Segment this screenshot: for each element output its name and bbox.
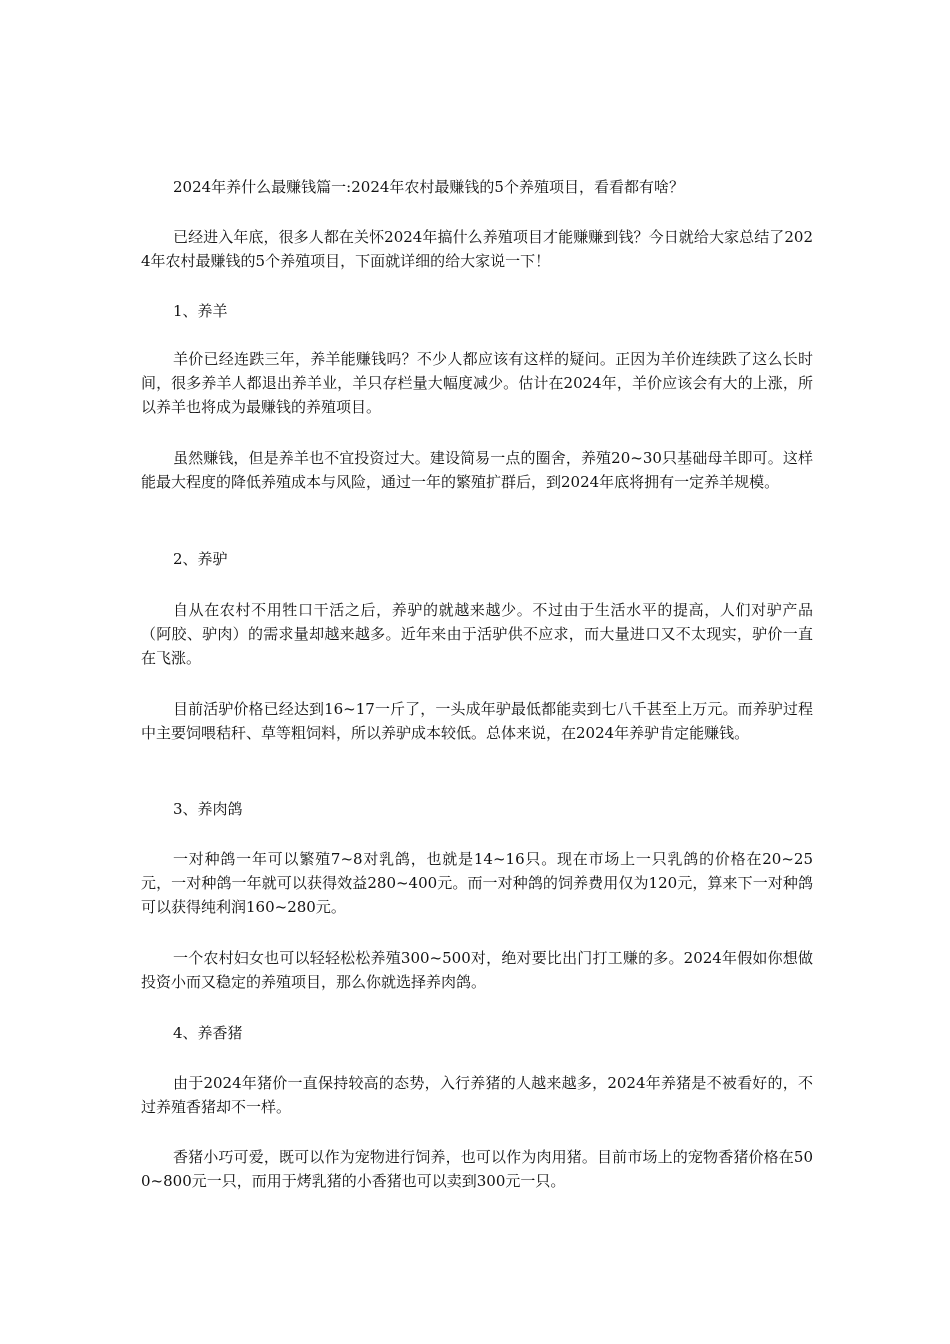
section-2-paragraph-1: 自从在农村不用牲口干活之后，养驴的就越来越少。不过由于生活水平的提高，人们对驴产品（阿胶、驴肉）的需求量却越来越多。近年来由于活驴供不应求，而大量进口又不太现实，驴价一直在飞涨。 xyxy=(141,601,813,667)
section-heading-4: 4、养香猪 xyxy=(173,1024,243,1042)
section-4-paragraph-2: 香猪小巧可爱，既可以作为宠物进行饲养，也可以作为肉用猪。目前市场上的宠物香猪价格在500~800元一只，而用于烤乳猪的小香猪也可以卖到300元一只。 xyxy=(141,1148,813,1190)
document-title: 2024年养什么最赚钱篇一:2024年农村最赚钱的5个养殖项目，看看都有啥？ xyxy=(173,178,684,196)
section-1-paragraph-2: 虽然赚钱，但是养羊也不宜投资过大。建设简易一点的圈舍，养殖20~30只基础母羊即可。这样能最大程度的降低养殖成本与风险，通过一年的繁殖扩群后，到2024年底将拥有一定养羊规模。 xyxy=(141,449,813,491)
section-heading-3: 3、养肉鸽 xyxy=(173,800,243,818)
section-3-paragraph-2: 一个农村妇女也可以轻轻松松养殖300~500对，绝对要比出门打工赚的多。2024年假如你想做投资小而又稳定的养殖项目，那么你就选择养肉鸽。 xyxy=(141,949,813,991)
section-heading-1: 1、养羊 xyxy=(173,302,228,320)
section-heading-2: 2、养驴 xyxy=(173,550,228,568)
section-3-paragraph-1: 一对种鸽一年可以繁殖7~8对乳鸽，也就是14~16只。现在市场上一只乳鸽的价格在20~25元，一对种鸽一年就可以获得效益280~400元。而一对种鸽的饲养费用仅为120元，算来下一对种鸽可以获得纯利润160~280元。 xyxy=(141,850,813,916)
document-page xyxy=(141,0,813,1344)
section-2-paragraph-2: 目前活驴价格已经达到16~17一斤了，一头成年驴最低都能卖到七八千甚至上万元。而养驴过程中主要饲喂秸秆、草等粗饲料，所以养驴成本较低。总体来说，在2024年养驴肯定能赚钱。 xyxy=(141,700,813,742)
section-1-paragraph-1: 羊价已经连跌三年，养羊能赚钱吗？不少人都应该有这样的疑问。正因为羊价连续跌了这么长时间，很多养羊人都退出养羊业，羊只存栏量大幅度减少。估计在2024年，羊价应该会有大的上涨，所以养羊也将成为最赚钱的养殖项目。 xyxy=(141,350,813,416)
intro-paragraph: 已经进入年底，很多人都在关怀2024年搞什么养殖项目才能赚赚到钱？今日就给大家总结了2024年农村最赚钱的5个养殖项目，下面就详细的给大家说一下！ xyxy=(141,228,813,270)
section-4-paragraph-1: 由于2024年猪价一直保持较高的态势，入行养猪的人越来越多，2024年养猪是不被看好的，不过养殖香猪却不一样。 xyxy=(141,1074,813,1116)
